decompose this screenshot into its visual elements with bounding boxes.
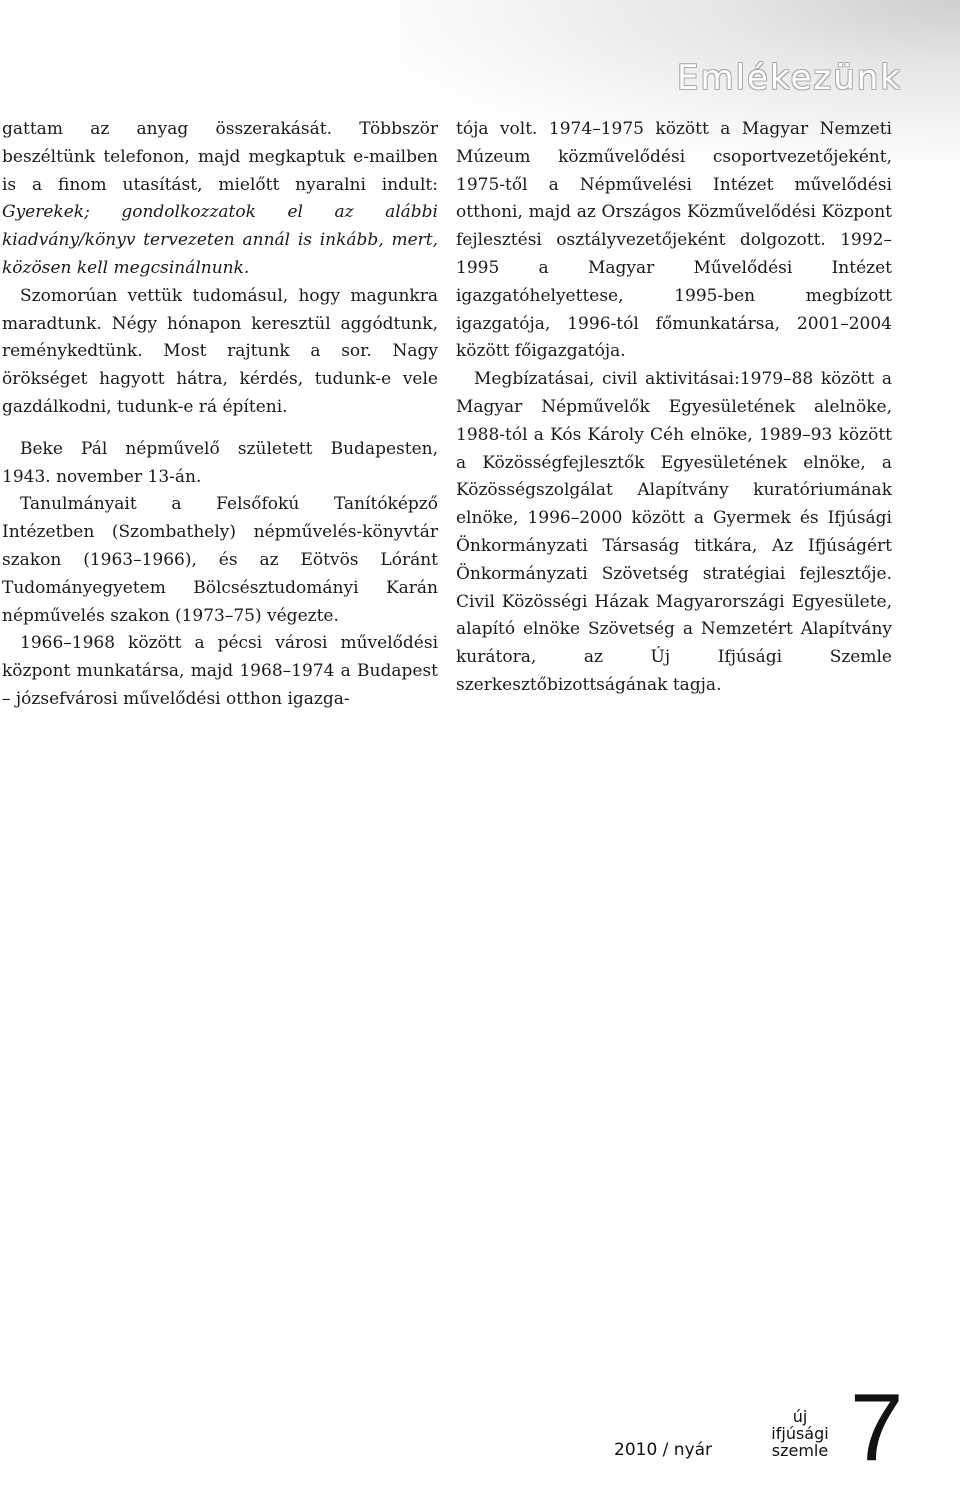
right-paragraph-2: Megbízatásai, civil aktivitásai:1979–88 között a Magyar Népművelők Egyesületének alelnöke, 1988-tól a Kós Károly Céh elnöke, 1989–93 között a Közösségfejlesztők Egyesületének elnöke, a Közösségszolgálat Alapítvány kuratóriumának elnöke, 1996–2000 között a Gyermek és Ifjúsági Önkormányzati Társaság titkára, Az Ifjúságért Önkormányzati Szövetség stratégiai fejlesztője. Civil Közösségi Házak Magyarországi Egyesülete, alapító elnöke Szövetség a Nemzetért Alapítvány kurátora, az Új Ifjúsági Szemle szerkesztőbizottságának tagja.: [456, 369, 892, 695]
page-number: 7: [850, 1374, 904, 1481]
left-paragraph-1-text: gattam az anyag összerakását. Többször beszéltünk telefonon, majd megkaptuk e-mailben is a finom utasítást, mielőtt nyaralni indult:: [2, 119, 438, 195]
left-paragraph-3: Beke Pál népművelő született Budapesten, 1943. november 13-án.: [2, 438, 438, 487]
right-paragraph-1: tója volt. 1974–1975 között a Magyar Nemzeti Múzeum közművelődési csoportvezetőjeként, 1975-től a Népművelési Intézet művelődési otthoni, majd az Országos Közművelődési Központ fejlesztési osztályvezetőjeként dolgozott. 1992–1995 a Magyar Művelődési Intézet igazgatóhelyettese, 1995-ben megbízott igazgatója, 1996-tól főmunkatársa, 2001–2004 között főigazgatója.: [456, 119, 892, 362]
left-paragraph-1-italic-quote: Gyerekek; gondolkozzatok el az alábbi kiadvány/könyv tervezeten annál is inkább, mert, közösen kell megcsinálnunk.: [2, 202, 438, 278]
magazine-logo: [760, 1408, 840, 1459]
left-paragraph-4: Tanulmányait a Felsőfokú Tanítóképző Intézetben (Szombathely) népművelés-könyvtár szakon (1963–1966), és az Eötvös Lóránt Tudományegyetem Bölcsésztudományi Karán népművelés szakon (1973–75) végezte.: [2, 494, 438, 626]
right-text-column: [456, 116, 892, 700]
logo-line-3: szemle: [771, 1441, 829, 1460]
logo-line-1: új: [792, 1407, 808, 1426]
footer-issue: 2010 / nyár: [614, 1440, 713, 1460]
section-title: Emlékezünk: [677, 58, 902, 98]
left-paragraph-2: Szomorúan vettük tudomásul, hogy magunkra maradtunk. Négy hónapon keresztül aggódtunk, reménykedtünk. Most rajtunk a sor. Nagy örökséget hagyott hátra, kérdés, tudunk-e vele gazdálkodni, tudunk-e rá építeni.: [2, 285, 438, 417]
logo-line-2: ifjúsági: [771, 1424, 829, 1443]
left-paragraph-5: 1966–1968 között a pécsi városi művelődési központ munkatársa, majd 1968–1974 a Budapest – józsefvárosi művelődési otthon igazga-: [2, 633, 438, 709]
left-paragraph-1: [2, 116, 438, 283]
left-text-column: [2, 116, 438, 714]
